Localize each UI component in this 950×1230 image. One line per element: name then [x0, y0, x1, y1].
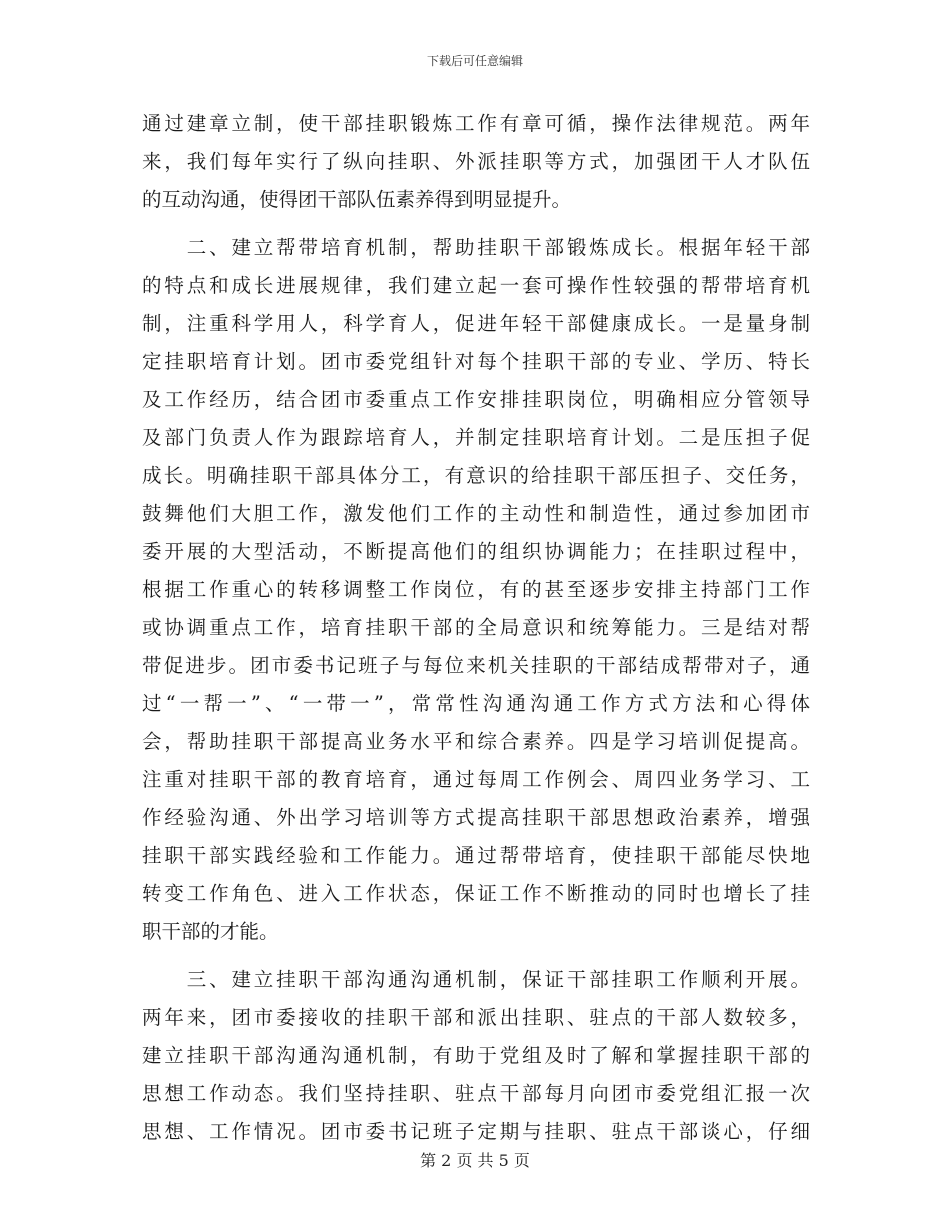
- text-line: 建立挂职干部沟通沟通机制，有助于党组及时了解和掌握挂职干部的: [142, 1044, 810, 1067]
- text-line: 思想工作动态。我们坚持挂职、驻点干部每月向团市委党组汇报一次: [142, 1082, 810, 1105]
- text-line: 定挂职培育计划。团市委党组针对每个挂职干部的专业、学历、特长: [142, 350, 810, 373]
- text-line: 两年来，团市委接收的挂职干部和派出挂职、驻点的干部人数较多，: [142, 1006, 810, 1029]
- text-line: 根据工作重心的转移调整工作岗位，有的甚至逐步安排主持部门工作: [142, 578, 810, 601]
- text-line: 注重对挂职干部的教育培育，通过每周工作例会、周四业务学习、工: [142, 768, 810, 791]
- document-body: [142, 105, 810, 1151]
- page-number: 第 2 页 共 5 页: [420, 1151, 530, 1170]
- text-line: 思想、工作情况。团市委书记班子定期与挂职、驻点干部谈心，仔细: [142, 1120, 810, 1143]
- text-line: 转变工作角色、进入工作状态，保证工作不断推动的同时也增长了挂: [142, 882, 810, 905]
- paragraph: [142, 961, 810, 1151]
- text-line: 的特点和成长进展规律，我们建立起一套可操作性较强的帮带培育机: [142, 274, 810, 297]
- text-line: 来，我们每年实行了纵向挂职、外派挂职等方式，加强团干人才队伍: [142, 150, 810, 173]
- text-line: 委开展的大型活动，不断提高他们的组织协调能力；在挂职过程中，: [142, 540, 810, 563]
- paragraph: [142, 229, 810, 951]
- page-header: 下载后可任意编辑: [426, 54, 523, 68]
- text-line: 通过建章立制，使干部挂职锻炼工作有章可循，操作法律规范。两年: [142, 112, 810, 135]
- text-line: 的互动沟通，使得团干部队伍素养得到明显提升。: [142, 188, 572, 211]
- text-line: 及部门负责人作为跟踪培育人，并制定挂职培育计划。二是压担子促: [142, 426, 810, 449]
- text-line: 成长。明确挂职干部具体分工，有意识的给挂职干部压担子、交任务，: [142, 464, 810, 487]
- text-line: 二、建立帮带培育机制，帮助挂职干部锻炼成长。根据年轻干部: [142, 236, 810, 259]
- text-line: 制，注重科学用人，科学育人，促进年轻干部健康成长。一是量身制: [142, 312, 810, 335]
- text-line: 会，帮助挂职干部提高业务水平和综合素养。四是学习培训促提高。: [142, 730, 810, 753]
- text-line: 带促进步。团市委书记班子与每位来机关挂职的干部结成帮带对子，通: [142, 654, 810, 677]
- paragraph: [142, 105, 810, 219]
- text-line: 三、建立挂职干部沟通沟通机制，保证干部挂职工作顺利开展。: [142, 968, 810, 991]
- text-line: 职干部的才能。: [142, 920, 279, 943]
- text-line: 挂职干部实践经验和工作能力。通过帮带培育，使挂职干部能尽快地: [142, 844, 810, 867]
- text-line: 过“一帮一”、“一带一”，常常性沟通沟通工作方式方法和心得体: [142, 692, 810, 715]
- text-line: 鼓舞他们大胆工作，激发他们工作的主动性和制造性，通过参加团市: [142, 502, 810, 525]
- text-line: 作经验沟通、外出学习培训等方式提高挂职干部思想政治素养，增强: [142, 806, 810, 829]
- text-line: 或协调重点工作，培育挂职干部的全局意识和统筹能力。三是结对帮: [142, 616, 810, 639]
- text-line: 及工作经历，结合团市委重点工作安排挂职岗位，明确相应分管领导: [142, 388, 810, 411]
